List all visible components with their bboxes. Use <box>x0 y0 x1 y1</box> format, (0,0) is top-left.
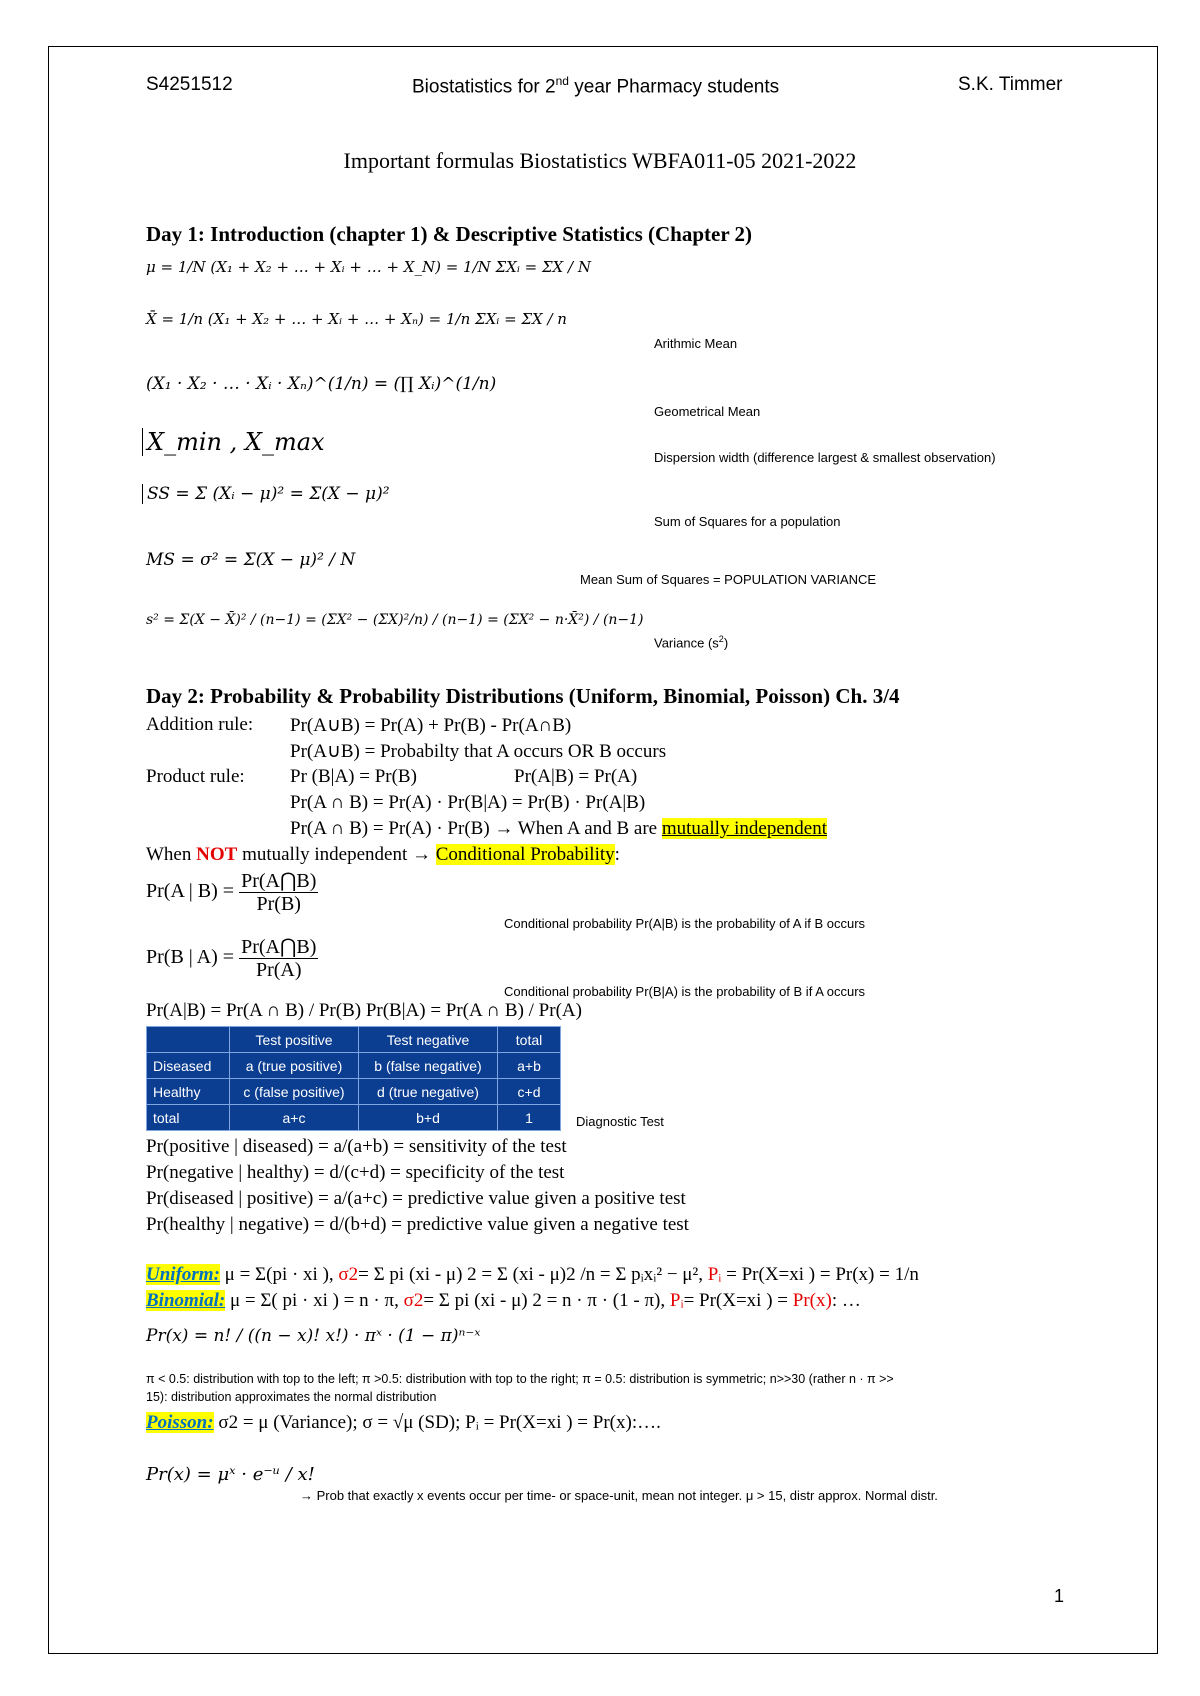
table-header-cell: total <box>498 1027 561 1053</box>
table-cell: total <box>147 1105 230 1131</box>
header-author: S.K. Timmer <box>958 74 1063 95</box>
desc-dispersion-width: Dispersion width (difference largest & smallest observation) <box>654 450 996 465</box>
table-cell: c+d <box>498 1079 561 1105</box>
desc-diagnostic-test: Diagnostic Test <box>576 1114 664 1129</box>
table-row <box>147 1105 561 1131</box>
desc-conditional-a-given-b: Conditional probability Pr(A|B) is the probability of A if B occurs <box>504 916 866 931</box>
specificity-line: Pr(negative | healthy) = d/(c+d) = specificity of the test <box>146 1162 565 1183</box>
desc-sum-of-squares: Sum of Squares for a population <box>654 514 841 529</box>
conditional-probability-intro: When NOT mutually independent → Conditional Probability: <box>146 844 620 865</box>
desc-variance: Variance $(s^2)$ <box>654 634 729 651</box>
table-cell: b (false negative) <box>359 1053 498 1079</box>
table-cell: a+c <box>230 1105 359 1131</box>
page-title: Important formulas Biostatistics WBFA011-05 2021-2022 <box>343 148 857 173</box>
table-row <box>147 1079 561 1105</box>
desc-population-variance: Mean Sum of Squares = POPULATION VARIANCE <box>580 572 877 587</box>
addition-rule-meaning: Pr(A∪B) = Probabilty that A occurs OR B occurs <box>290 741 667 762</box>
table-cell: Healthy <box>147 1079 230 1105</box>
formula-conditional-a-given-b: Pr(A | B) = $\frac{Pr(A⋂B)}{Pr(B)}$ <box>146 870 317 915</box>
header-course: Biostatistics for 2nd year Pharmacy students <box>412 74 780 98</box>
desc-arithmic-mean: Arithmic Mean <box>654 336 738 351</box>
formula-population-mean: μ = 1/N (X₁ + X₂ + … + Xᵢ + … + X_N) = 1/N ΣXᵢ = ΣX / N <box>146 258 591 276</box>
formula-geometric-mean: (X₁ · X₂ · … · Xᵢ · Xₙ)^(1/n) = (∏ Xᵢ)^(1/n) <box>146 374 497 394</box>
product-rule-a-given-b: Pr(A|B) = Pr(A) <box>514 766 638 787</box>
uniform-distribution-line: Uniform: μ = Σ(pi · xi ), σ2= Σ pi (xi - μ) 2 = Σ (xi - μ)2 /n = Σ pᵢxᵢ² − μ², Pᵢ = Pr(X=xi ) = Pr(x) = 1/n <box>146 1264 919 1285</box>
formula-sum-of-squares: SS = Σ (Xᵢ − μ)² = Σ(X − μ)² <box>142 484 390 504</box>
binomial-note-2: 15): distribution approximates the normal distribution <box>146 1390 437 1404</box>
table-header-cell: Test positive <box>230 1027 359 1053</box>
table-cell: d (true negative) <box>359 1079 498 1105</box>
table-row <box>147 1053 561 1079</box>
table-cell: a (true positive) <box>230 1053 359 1079</box>
table-cell: 1 <box>498 1105 561 1131</box>
day2-heading: Day 2: Probability & Probability Distributions (Uniform, Binomial, Poisson) Ch. 3/4 <box>146 684 900 708</box>
sensitivity-line: Pr(positive | diseased) = a/(a+b) = sensitivity of the test <box>146 1136 567 1157</box>
product-rule-b-given-a: Pr (B|A) = Pr(B) <box>290 766 417 787</box>
desc-conditional-b-given-a: Conditional probability Pr(B|A) is the probability of B if A occurs <box>504 984 866 999</box>
formula-range: X_min , X_max <box>142 428 325 456</box>
diagnostic-test-table <box>146 1026 561 1131</box>
formula-sample-mean: X̄ = 1/n (X₁ + X₂ + … + Xᵢ + … + Xₙ) = 1/n ΣXᵢ = ΣX / n <box>146 310 567 328</box>
formula-sample-variance: s² = Σ(X − X̄)² / (n−1) = (ΣX² − (ΣX)²/n) / (n−1) = (ΣX² − n·X̄²) / (n−1) <box>146 612 644 628</box>
table-cell: b+d <box>359 1105 498 1131</box>
npv-line: Pr(healthy | negative) = d/(b+d) = predictive value given a negative test <box>146 1214 689 1235</box>
day1-heading: Day 1: Introduction (chapter 1) & Descriptive Statistics (Chapter 2) <box>146 222 753 246</box>
poisson-note: → Prob that exactly x events occur per time- or space-unit, mean not integer. μ > 15, distr approx. Normal distr. <box>300 1488 938 1503</box>
addition-rule-formula: Pr(A∪B) = Pr(A) + Pr(B) - Pr(A∩B) <box>290 715 572 736</box>
conditional-probability-summary: Pr(A|B) = Pr(A ∩ B) / Pr(B) Pr(B|A) = Pr(A ∩ B) / Pr(A) <box>146 1000 582 1021</box>
product-rule-independent: Pr(A ∩ B) = Pr(A) · Pr(B) → When A and B are mutually independent <box>290 818 828 839</box>
product-rule-general: Pr(A ∩ B) = Pr(A) · Pr(B|A) = Pr(B) · Pr(A|B) <box>290 792 646 813</box>
formula-binomial: Pr(x) = n! / ((n − x)! x!) · πˣ · (1 − π)ⁿ⁻ˣ <box>146 1326 481 1346</box>
addition-rule-label: Addition rule: <box>146 714 254 735</box>
formula-poisson: Pr(x) = μˣ · e⁻ᵘ / x! <box>146 1464 315 1485</box>
table-cell: c (false positive) <box>230 1079 359 1105</box>
header-student-id: S4251512 <box>146 74 233 95</box>
page-number: 1 <box>1054 1586 1065 1606</box>
formula-mean-sum-of-squares: MS = σ² = Σ(X − μ)² / N <box>146 550 356 570</box>
table-cell: Diseased <box>147 1053 230 1079</box>
binomial-distribution-line: Binomial: μ = Σ( pi · xi ) = n · π, σ2= Σ pi (xi - μ) 2 = n · π · (1 - π), Pᵢ= Pr(X=xi ) = Pr(x): … <box>146 1290 861 1311</box>
formula-conditional-b-given-a: Pr(B | A) = $\frac{Pr(A⋂B)}{Pr(A)}$ <box>146 936 317 981</box>
table-header-cell: Test negative <box>359 1027 498 1053</box>
table-cell: a+b <box>498 1053 561 1079</box>
desc-geometric-mean: Geometrical Mean <box>654 404 761 419</box>
poisson-distribution-line: Poisson: σ2 = μ (Variance); σ = √μ (SD); Pᵢ = Pr(X=xi ) = Pr(x):…. <box>146 1412 661 1433</box>
product-rule-label: Product rule: <box>146 766 245 787</box>
ppv-line: Pr(diseased | positive) = a/(a+c) = predictive value given a positive test <box>146 1188 686 1209</box>
binomial-note-1: π < 0.5: distribution with top to the left; π >0.5: distribution with top to the right; π = 0.5: distribution is symmetric; n>>30 (rather n · π >> <box>146 1372 894 1386</box>
table-header-cell <box>147 1027 230 1053</box>
table-header-row <box>147 1027 561 1053</box>
